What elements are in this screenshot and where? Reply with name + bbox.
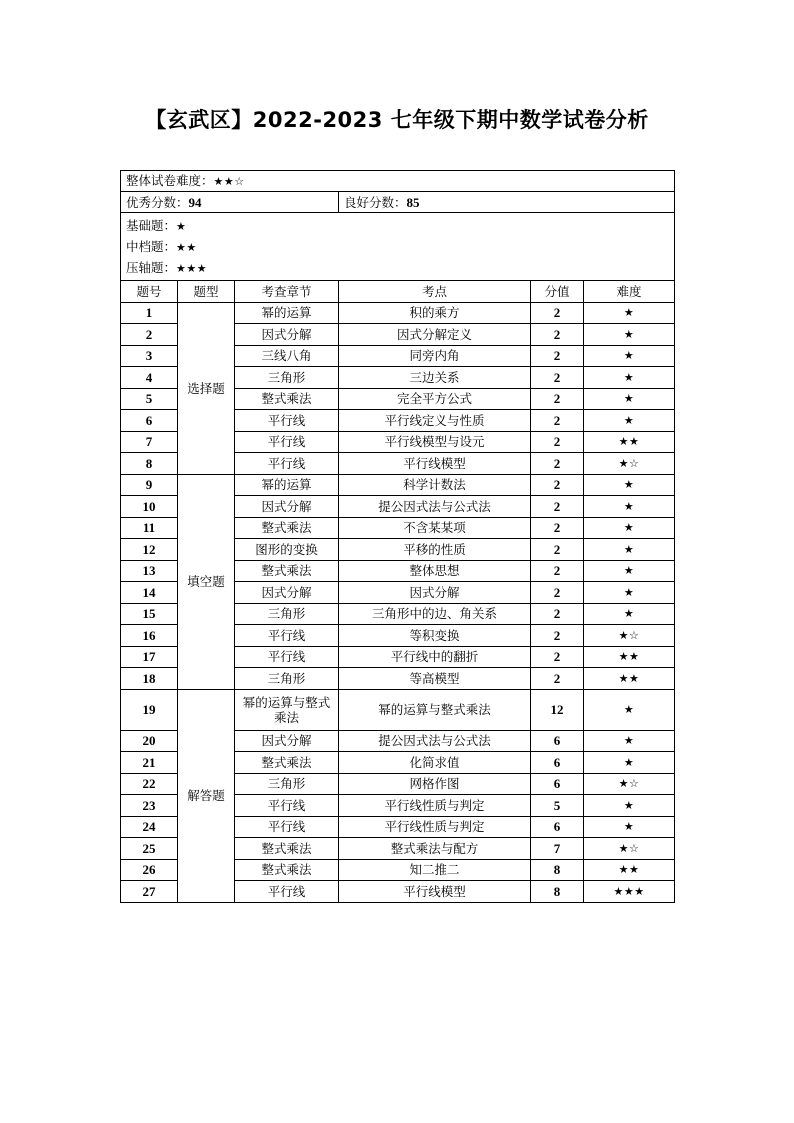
point-cell: 三边关系 — [339, 367, 531, 389]
score-cell: 2 — [531, 388, 584, 410]
good-score-cell — [339, 192, 675, 213]
chapter-cell: 平行线 — [235, 453, 339, 475]
point-cell: 幂的运算与整式乘法 — [339, 689, 531, 730]
score-cell: 2 — [531, 474, 584, 496]
question-number: 10 — [121, 496, 178, 518]
difficulty-cell: ★ — [584, 367, 675, 389]
point-cell: 提公因式法与公式法 — [339, 730, 531, 752]
score-cell: 2 — [531, 410, 584, 432]
point-cell: 因式分解定义 — [339, 324, 531, 346]
level-legend-row — [121, 213, 675, 281]
question-number: 16 — [121, 625, 178, 647]
chapter-cell: 因式分解 — [235, 324, 339, 346]
overall-difficulty-stars: ★★☆ — [213, 175, 245, 188]
level-basic-label: 基础题： — [126, 218, 177, 233]
question-type-choice: 选择题 — [178, 302, 235, 474]
difficulty-cell: ★ — [584, 474, 675, 496]
question-number: 7 — [121, 431, 178, 453]
point-cell: 平行线模型与设元 — [339, 431, 531, 453]
score-cell: 6 — [531, 816, 584, 838]
question-number: 18 — [121, 668, 178, 690]
score-cell: 6 — [531, 773, 584, 795]
difficulty-cell: ★ — [584, 517, 675, 539]
difficulty-cell: ★★ — [584, 859, 675, 881]
question-number: 23 — [121, 795, 178, 817]
level-medium-stars: ★★ — [176, 241, 197, 254]
point-cell: 平行线性质与判定 — [339, 816, 531, 838]
score-cell: 2 — [531, 646, 584, 668]
chapter-cell: 平行线 — [235, 795, 339, 817]
page-title: 【玄武区】2022-2023 七年级下期中数学试卷分析 — [145, 108, 649, 132]
score-cell: 2 — [531, 560, 584, 582]
question-number: 26 — [121, 859, 178, 881]
chapter-cell: 三角形 — [235, 367, 339, 389]
analysis-table — [120, 170, 675, 903]
header-chapter: 考查章节 — [235, 281, 339, 303]
point-cell: 等高模型 — [339, 668, 531, 690]
score-cell: 8 — [531, 859, 584, 881]
level-basic — [126, 215, 674, 236]
question-number: 20 — [121, 730, 178, 752]
question-type-answer: 解答题 — [178, 689, 235, 902]
score-cell: 12 — [531, 689, 584, 730]
chapter-cell: 图形的变换 — [235, 539, 339, 561]
difficulty-cell: ★ — [584, 324, 675, 346]
question-number: 14 — [121, 582, 178, 604]
point-cell: 平行线中的翻折 — [339, 646, 531, 668]
table-row — [121, 302, 675, 324]
level-medium — [126, 236, 674, 257]
point-cell: 平移的性质 — [339, 539, 531, 561]
score-cell: 8 — [531, 881, 584, 903]
chapter-cell: 三角形 — [235, 603, 339, 625]
header-difficulty: 难度 — [584, 281, 675, 303]
level-hard — [126, 257, 674, 278]
question-number: 22 — [121, 773, 178, 795]
score-cell: 2 — [531, 453, 584, 475]
question-number: 2 — [121, 324, 178, 346]
point-cell: 整式乘法与配方 — [339, 838, 531, 860]
point-cell: 科学计数法 — [339, 474, 531, 496]
point-cell: 等积变换 — [339, 625, 531, 647]
overall-difficulty-cell — [121, 171, 675, 192]
difficulty-cell: ★ — [584, 560, 675, 582]
question-number: 3 — [121, 345, 178, 367]
score-cell: 7 — [531, 838, 584, 860]
question-number: 6 — [121, 410, 178, 432]
question-number: 17 — [121, 646, 178, 668]
point-cell: 平行线模型 — [339, 881, 531, 903]
level-legend-cell — [121, 213, 675, 281]
chapter-cell: 幂的运算 — [235, 474, 339, 496]
table-row — [121, 689, 675, 730]
score-cell: 6 — [531, 730, 584, 752]
difficulty-cell: ★ — [584, 730, 675, 752]
header-type: 题型 — [178, 281, 235, 303]
chapter-cell: 平行线 — [235, 816, 339, 838]
score-cell: 2 — [531, 517, 584, 539]
question-number: 27 — [121, 881, 178, 903]
point-cell: 知二推二 — [339, 859, 531, 881]
question-number: 19 — [121, 689, 178, 730]
difficulty-cell: ★ — [584, 496, 675, 518]
point-cell: 不含某某项 — [339, 517, 531, 539]
question-number: 11 — [121, 517, 178, 539]
question-number: 12 — [121, 539, 178, 561]
excellent-score-label: 优秀分数： — [126, 194, 189, 210]
score-cell: 2 — [531, 496, 584, 518]
chapter-cell: 平行线 — [235, 431, 339, 453]
point-cell: 因式分解 — [339, 582, 531, 604]
chapter-cell: 平行线 — [235, 881, 339, 903]
question-type-fill: 填空题 — [178, 474, 235, 689]
point-cell: 完全平方公式 — [339, 388, 531, 410]
point-cell: 平行线模型 — [339, 453, 531, 475]
difficulty-cell: ★★ — [584, 668, 675, 690]
chapter-cell: 整式乘法 — [235, 560, 339, 582]
question-number: 8 — [121, 453, 178, 475]
chapter-cell: 整式乘法 — [235, 752, 339, 774]
chapter-cell: 平行线 — [235, 410, 339, 432]
excellent-score-value: 94 — [188, 194, 202, 210]
chapter-cell: 幂的运算 — [235, 302, 339, 324]
difficulty-cell: ★ — [584, 603, 675, 625]
difficulty-cell: ★ — [584, 388, 675, 410]
chapter-cell: 三线八角 — [235, 345, 339, 367]
level-hard-label: 压轴题： — [126, 260, 177, 275]
difficulty-cell: ★☆ — [584, 773, 675, 795]
overall-difficulty-label: 整体试卷难度： — [126, 173, 214, 188]
chapter-cell: 因式分解 — [235, 496, 339, 518]
difficulty-cell: ★ — [584, 582, 675, 604]
score-cell: 2 — [531, 367, 584, 389]
question-number: 24 — [121, 816, 178, 838]
point-cell: 化简求值 — [339, 752, 531, 774]
chapter-cell: 平行线 — [235, 646, 339, 668]
level-hard-stars: ★★★ — [176, 262, 208, 275]
point-cell: 积的乘方 — [339, 302, 531, 324]
chapter-cell: 整式乘法 — [235, 517, 339, 539]
question-number: 13 — [121, 560, 178, 582]
chapter-cell: 三角形 — [235, 668, 339, 690]
question-number: 15 — [121, 603, 178, 625]
score-cell: 2 — [531, 625, 584, 647]
good-score-value: 85 — [406, 194, 420, 210]
header-point: 考点 — [339, 281, 531, 303]
chapter-cell: 因式分解 — [235, 582, 339, 604]
difficulty-cell: ★ — [584, 795, 675, 817]
score-row — [121, 192, 675, 213]
score-cell: 2 — [531, 431, 584, 453]
difficulty-cell: ★ — [584, 345, 675, 367]
difficulty-cell: ★★★ — [584, 881, 675, 903]
point-cell: 平行线定义与性质 — [339, 410, 531, 432]
difficulty-cell: ★☆ — [584, 625, 675, 647]
point-cell: 整体思想 — [339, 560, 531, 582]
difficulty-cell: ★☆ — [584, 453, 675, 475]
header-number: 题号 — [121, 281, 178, 303]
difficulty-cell: ★ — [584, 689, 675, 730]
difficulty-cell: ★ — [584, 816, 675, 838]
difficulty-cell: ★ — [584, 539, 675, 561]
overall-difficulty-row — [121, 171, 675, 192]
question-number: 9 — [121, 474, 178, 496]
excellent-score-cell — [121, 192, 339, 213]
difficulty-cell: ★★ — [584, 431, 675, 453]
score-cell: 2 — [531, 603, 584, 625]
level-medium-label: 中档题： — [126, 239, 177, 254]
chapter-cell: 平行线 — [235, 625, 339, 647]
score-cell: 2 — [531, 539, 584, 561]
question-number: 25 — [121, 838, 178, 860]
header-row — [121, 281, 675, 303]
score-cell: 2 — [531, 345, 584, 367]
chapter-cell: 因式分解 — [235, 730, 339, 752]
chapter-cell: 整式乘法 — [235, 388, 339, 410]
chapter-cell: 整式乘法 — [235, 838, 339, 860]
point-cell: 同旁内角 — [339, 345, 531, 367]
score-cell: 2 — [531, 302, 584, 324]
level-basic-stars: ★ — [176, 220, 187, 233]
score-cell: 2 — [531, 668, 584, 690]
question-number: 21 — [121, 752, 178, 774]
difficulty-cell: ★☆ — [584, 838, 675, 860]
header-score: 分值 — [531, 281, 584, 303]
question-number: 1 — [121, 302, 178, 324]
table-row — [121, 474, 675, 496]
score-cell: 5 — [531, 795, 584, 817]
difficulty-cell: ★★ — [584, 646, 675, 668]
chapter-cell: 幂的运算与整式乘法 — [235, 689, 339, 730]
chapter-cell: 三角形 — [235, 773, 339, 795]
difficulty-cell: ★ — [584, 302, 675, 324]
point-cell: 三角形中的边、角关系 — [339, 603, 531, 625]
question-number: 5 — [121, 388, 178, 410]
score-cell: 6 — [531, 752, 584, 774]
score-cell: 2 — [531, 582, 584, 604]
point-cell: 平行线性质与判定 — [339, 795, 531, 817]
difficulty-cell: ★ — [584, 752, 675, 774]
point-cell: 网格作图 — [339, 773, 531, 795]
question-number: 4 — [121, 367, 178, 389]
score-cell: 2 — [531, 324, 584, 346]
chapter-cell: 整式乘法 — [235, 859, 339, 881]
point-cell: 提公因式法与公式法 — [339, 496, 531, 518]
good-score-label: 良好分数： — [344, 194, 407, 210]
difficulty-cell: ★ — [584, 410, 675, 432]
